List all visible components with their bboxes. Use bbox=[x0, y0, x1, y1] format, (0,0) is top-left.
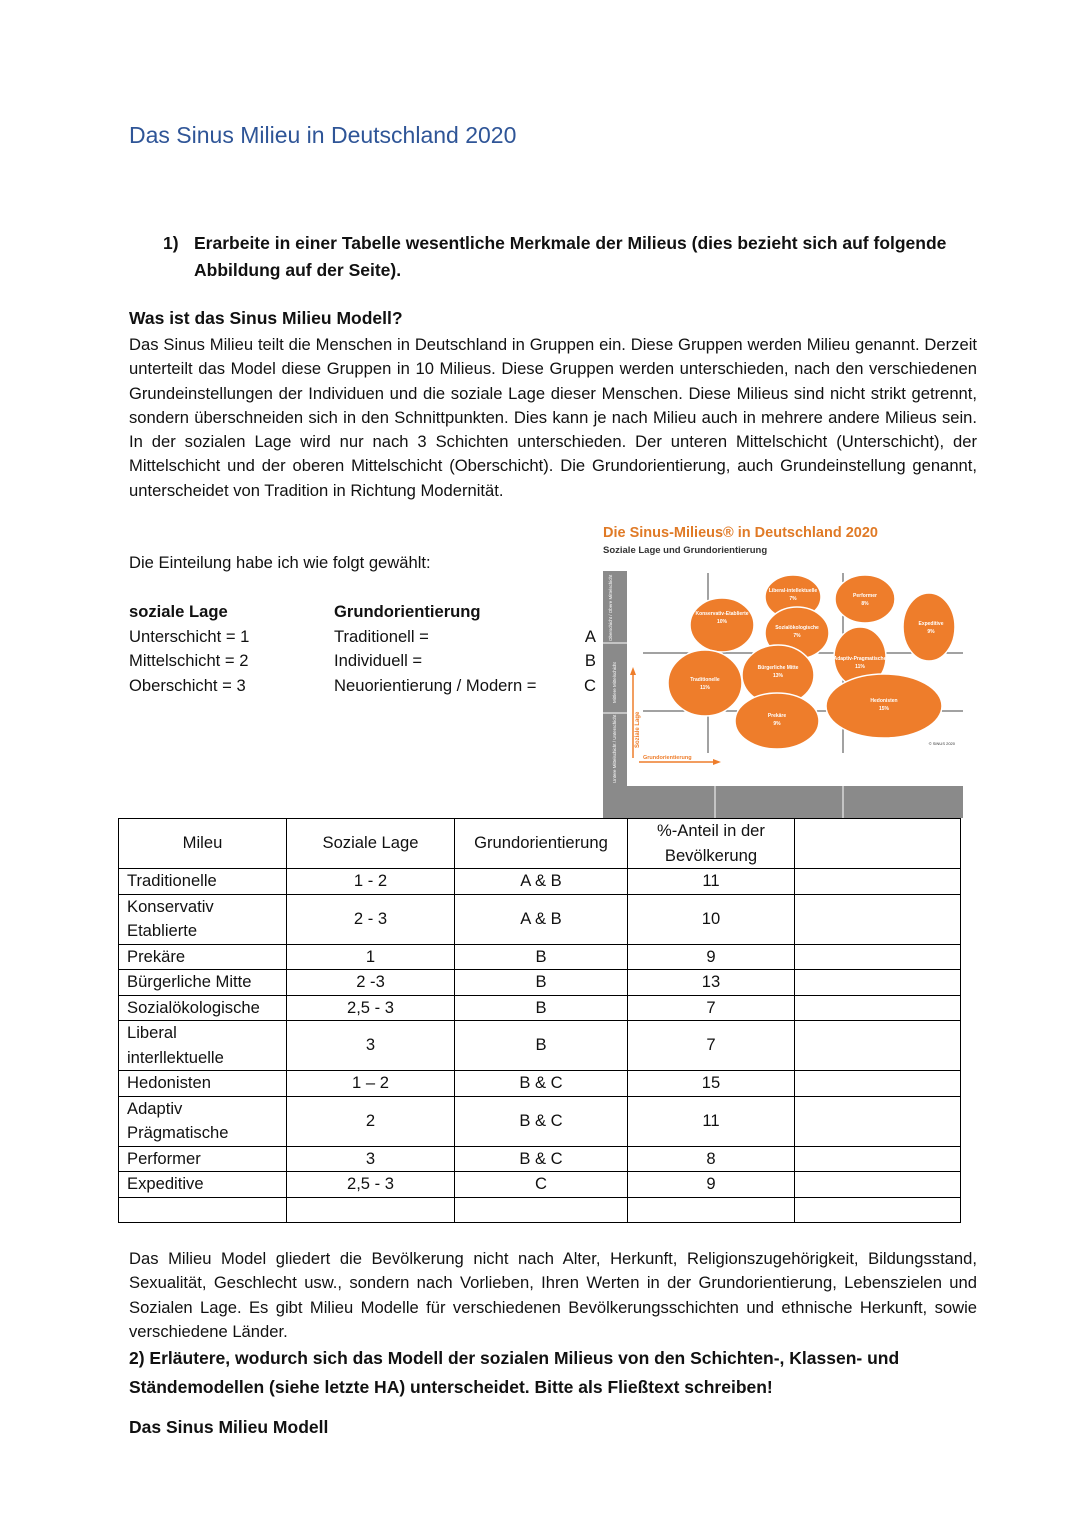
bubble-performer bbox=[835, 575, 895, 623]
bubble-label: Sozialökologische bbox=[775, 625, 819, 631]
legend-social-status-heading: soziale Lage bbox=[129, 602, 228, 621]
task-1-text: Erarbeite in einer Tabelle wesentliche Merkmale der Milieus (dies bezieht sich auf folgende Abbildung auf der Seite). bbox=[194, 233, 947, 280]
table-header: Mileu bbox=[119, 819, 287, 869]
table-cell: B bbox=[455, 944, 628, 970]
task-1 bbox=[163, 230, 953, 284]
legend-orientation-item bbox=[334, 625, 596, 650]
figure-subtitle: Soziale Lage und Grundorientierung bbox=[603, 545, 768, 556]
legend-orientation-code: B bbox=[584, 651, 596, 670]
bubble-pct: 9% bbox=[927, 629, 935, 635]
legend-orientation-label: Individuell = bbox=[334, 651, 423, 670]
x-axis-arrow-icon bbox=[713, 759, 721, 765]
legend-social-status-item: Oberschicht = 3 bbox=[129, 675, 246, 695]
table-cell: Liberal interllektuelle bbox=[119, 1021, 287, 1071]
page-title: Das Sinus Milieu in Deutschland 2020 bbox=[129, 122, 517, 148]
table-cell: B & C bbox=[455, 1096, 628, 1146]
layer-label: Mittlere Mittelschicht bbox=[612, 662, 617, 703]
bubble-label: Hedonisten bbox=[870, 698, 898, 704]
table-cell: 3 bbox=[287, 1021, 455, 1071]
table-cell bbox=[795, 1197, 961, 1223]
table-row bbox=[119, 944, 961, 970]
table-row bbox=[119, 1071, 961, 1097]
table-cell bbox=[795, 970, 961, 996]
table-row bbox=[119, 869, 961, 895]
bubble-konservativ-etablierte bbox=[690, 598, 754, 652]
table-cell: 7 bbox=[628, 995, 795, 1021]
figure-title: Die Sinus-Milieus® in Deutschland 2020 bbox=[603, 525, 878, 541]
table-cell: 1 – 2 bbox=[287, 1071, 455, 1097]
table-cell bbox=[795, 1021, 961, 1071]
table-cell: 2 -3 bbox=[287, 970, 455, 996]
bubble-pct: 11% bbox=[700, 685, 710, 691]
table-cell: 2 - 3 bbox=[287, 894, 455, 944]
table-row bbox=[119, 1096, 961, 1146]
table-row bbox=[119, 970, 961, 996]
table-cell: 9 bbox=[628, 1172, 795, 1198]
table-cell: B bbox=[455, 995, 628, 1021]
question-heading: Was ist das Sinus Milieu Modell? bbox=[129, 308, 403, 328]
table-cell: 2,5 - 3 bbox=[287, 1172, 455, 1198]
table-cell bbox=[795, 869, 961, 895]
sinus-milieu-figure bbox=[603, 523, 963, 818]
column-label: Tradition bbox=[661, 776, 685, 782]
table-cell: 3 bbox=[287, 1146, 455, 1172]
table-cell bbox=[795, 995, 961, 1021]
legend-social-status-item: Mittelschicht = 2 bbox=[129, 651, 249, 670]
bubble-pct: 15% bbox=[878, 706, 890, 712]
table-cell bbox=[795, 944, 961, 970]
table-cell: B bbox=[455, 1021, 628, 1071]
bubble-pct: 10% bbox=[716, 619, 728, 625]
table-cell: 8 bbox=[628, 1146, 795, 1172]
table-cell bbox=[795, 1172, 961, 1198]
bubble-label: Performer bbox=[853, 593, 877, 599]
column-axis-band bbox=[603, 786, 963, 818]
layer-label: Untere Mittelschicht / Unterschicht bbox=[612, 714, 617, 783]
table-cell bbox=[287, 1197, 455, 1223]
table-cell: Performer bbox=[119, 1146, 287, 1172]
y-axis-arrow-icon bbox=[630, 667, 636, 675]
table-cell: B & C bbox=[455, 1146, 628, 1172]
legend-orientation bbox=[334, 600, 596, 698]
layer-label: Oberschicht / Obere Mittelschicht bbox=[608, 574, 613, 641]
table-cell: 7 bbox=[628, 1021, 795, 1071]
table-row bbox=[119, 1172, 961, 1198]
table-cell: Traditionelle bbox=[119, 869, 287, 895]
bubble-label: Bürgerliche Mitte bbox=[757, 665, 799, 671]
table-cell: 15 bbox=[628, 1071, 795, 1097]
bubble-traditionelle bbox=[668, 650, 742, 716]
bubble-pct: 7% bbox=[789, 596, 797, 602]
table-cell: B bbox=[455, 970, 628, 996]
legend-social-status-item: Unterschicht = 1 bbox=[129, 626, 250, 646]
bubble-pct: 9% bbox=[773, 721, 781, 727]
table-cell: 11 bbox=[628, 1096, 795, 1146]
task-2: 2) Erläutere, wodurch sich das Modell der sozialen Milieus von den Schichten-, Klassen- und Ständemodellen (siehe letzte HA) unterscheidet. Bitte als Fließtext schreiben! bbox=[129, 1348, 900, 1397]
table-cell: A & B bbox=[455, 869, 628, 895]
section-heading: Das Sinus Milieu Modell bbox=[129, 1417, 329, 1437]
bubble-pct: 13% bbox=[772, 673, 784, 679]
bubble-label: Expeditive bbox=[918, 621, 944, 627]
table-cell: 2 bbox=[287, 1096, 455, 1146]
table-cell bbox=[795, 1146, 961, 1172]
legend-social-status bbox=[129, 600, 249, 698]
bubble-pct: 11% bbox=[855, 664, 865, 670]
x-axis-label: Grundorientierung bbox=[643, 755, 692, 761]
table-cell bbox=[628, 1197, 795, 1223]
legend-orientation-item bbox=[334, 674, 596, 699]
y-axis-label: Soziale Lage bbox=[635, 711, 641, 748]
legend-orientation-code: C bbox=[584, 675, 596, 695]
bubble-pct: 7% bbox=[793, 633, 801, 639]
table-header: %-Anteil in der Bevölkerung bbox=[628, 819, 795, 869]
table-cell bbox=[795, 894, 961, 944]
bubble-expeditive bbox=[903, 593, 955, 661]
table-cell: Konservativ Etablierte bbox=[119, 894, 287, 944]
table-row bbox=[119, 1021, 961, 1071]
table-cell: 2,5 - 3 bbox=[287, 995, 455, 1021]
table-cell bbox=[795, 1071, 961, 1097]
table-cell: 13 bbox=[628, 970, 795, 996]
column-label: Modernisierung / Individualisierung bbox=[732, 776, 826, 782]
bubble-label: Konservativ-Etablierte bbox=[695, 611, 749, 617]
figure-diagram bbox=[603, 563, 963, 818]
table-cell: C bbox=[455, 1172, 628, 1198]
table-header: Grundorientierung bbox=[455, 819, 628, 869]
legend-orientation-label: Traditionell = bbox=[334, 626, 429, 646]
table-cell: A & B bbox=[455, 894, 628, 944]
bubble-label: Liberal-intellektuelle bbox=[768, 588, 818, 594]
division-text: Die Einteilung habe ich wie folgt gewählt: bbox=[129, 553, 431, 572]
table-cell: 10 bbox=[628, 894, 795, 944]
legend-orientation-heading: Grundorientierung bbox=[334, 602, 481, 621]
table-cell: 1 - 2 bbox=[287, 869, 455, 895]
legend-orientation-item bbox=[334, 649, 596, 674]
table-cell: Sozialökologische bbox=[119, 995, 287, 1021]
bubble-pct: 8% bbox=[861, 601, 869, 607]
intro-paragraph: Das Sinus Milieu teilt die Menschen in Deutschland in Gruppen ein. Diese Gruppen werden Milieu genannt. Derzeit unterteilt das Model diese Gruppen in 10 Milieus. Diese Gruppen werden unterschieden, nach den verschiedenen Grundeinstellungen der Individuen und die soziale Lage dieser Menschen. Diese Milieus sind nicht strikt getrennt, sondern überschneiden sich in den Schnittpunkten. Dies kann je nach Milieu auch in mehrere andere Milieus sein. In der sozialen Lage wird nur nach 3 Schichten unterschieden. Der unteren Mittelschicht (Unterschicht), der Mittelschicht und der oberen Mittelschicht (Oberschicht). Die Grundorientierung, auch Grundeinstellung genannt, unterscheidet von Tradition in Richtung Modernität. bbox=[129, 335, 977, 500]
table-row bbox=[119, 995, 961, 1021]
table-cell: Expeditive bbox=[119, 1172, 287, 1198]
table-header-row bbox=[119, 819, 961, 869]
table-row-empty bbox=[119, 1197, 961, 1223]
legend-orientation-label: Neuorientierung / Modern = bbox=[334, 675, 537, 695]
milieu-table bbox=[118, 818, 961, 1223]
outro-paragraph: Das Milieu Model gliedert die Bevölkerung nicht nach Alter, Herkunft, Religionszugehörigkeit, Bildungsstand, Sexualität, Geschlecht usw., sondern nach Vorlieben, Ihren Werten in der Grundorientierung, Lebenszielen und Sozialen Lage. Es gibt Milieu Modelle für verschiedenen Bevölkerungsschichten und ethnische Herkunft, sowie verschiedene Länder. bbox=[129, 1249, 977, 1341]
table-cell: 11 bbox=[628, 869, 795, 895]
table-row bbox=[119, 894, 961, 944]
table-header bbox=[795, 819, 961, 869]
table-cell: Adaptiv Prägmatische bbox=[119, 1096, 287, 1146]
figure-copyright: © SINUS 2020 bbox=[928, 741, 955, 746]
table-cell: Hedonisten bbox=[119, 1071, 287, 1097]
table-cell: Prekäre bbox=[119, 944, 287, 970]
table-cell: B & C bbox=[455, 1071, 628, 1097]
bubble-label: Prekäre bbox=[767, 713, 787, 719]
table-cell: Bürgerliche Mitte bbox=[119, 970, 287, 996]
task-1-number: 1) bbox=[163, 233, 179, 253]
table-cell: 9 bbox=[628, 944, 795, 970]
column-label: Neuorientierung bbox=[881, 776, 925, 782]
table-row bbox=[119, 1146, 961, 1172]
table-cell bbox=[455, 1197, 628, 1223]
bubble-label: Adaptiv-Pragmatische bbox=[833, 656, 887, 662]
bubble-label: Traditionelle bbox=[690, 677, 720, 683]
legend-orientation-code: A bbox=[584, 626, 596, 646]
table-cell bbox=[119, 1197, 287, 1223]
table-cell: 1 bbox=[287, 944, 455, 970]
table-cell bbox=[795, 1096, 961, 1146]
table-header: Soziale Lage bbox=[287, 819, 455, 869]
